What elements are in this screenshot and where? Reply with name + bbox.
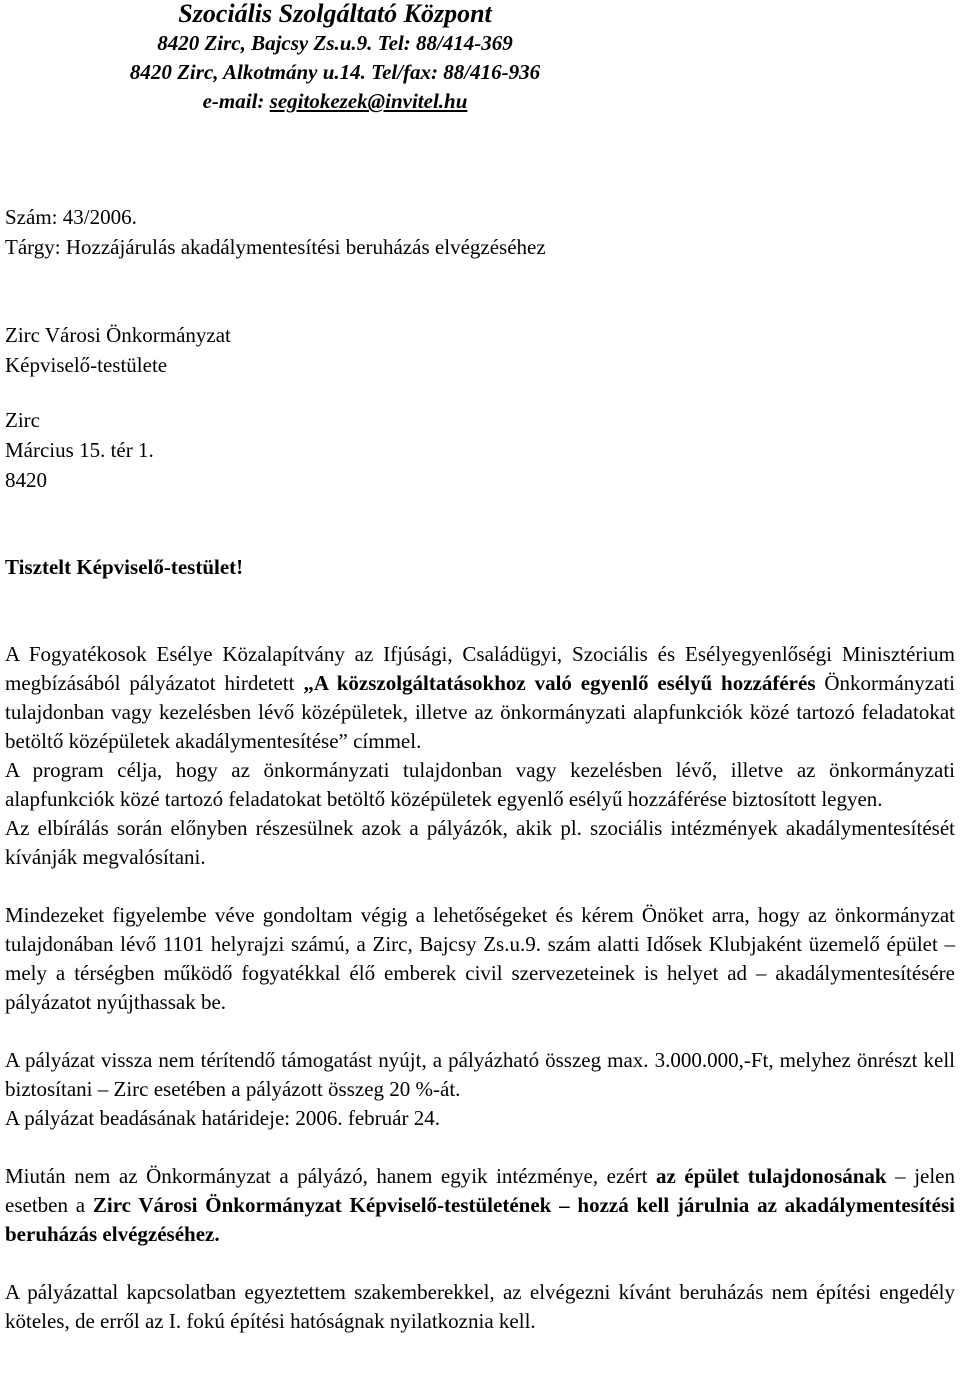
address-postcode: 8420 [5,468,47,492]
document-number: Szám: 43/2006. [5,205,137,229]
paragraph-gap [5,872,955,901]
paragraph-1 [5,640,955,756]
greeting: Tisztelt Képviselő-testület! [5,555,244,579]
paragraph-gap [5,1017,955,1046]
letterhead [5,0,665,116]
paragraph-7-text: Miután nem az Önkormányzat a pályázó, hanem egyik intézménye, ezért [5,1164,656,1188]
email-label: e-mail: [202,89,270,113]
email-line [5,87,665,116]
paragraph-8: A pályázattal kapcsolatban egyeztettem szakemberekkel, az elvégezni kívánt beruházás nem építési engedély köteles, de erről az I. fokú építési hatóságnak nyilatkoznia kell. [5,1280,955,1333]
paragraph-3: Az elbírálás során előnyben részesülnek azok a pályázók, akik pl. szociális intézmények akadálymentesítését kívánják megvalósítani. [5,816,955,869]
paragraph-1-text: A Fogyatékosok Esélye Közalapítvány az Ifjúsági, Családügyi, Szociális és Esélyegyenlőségi Minisztérium megbízásából pályázatot hirdetett [5,642,955,695]
address-street: Március 15. tér 1. [5,438,154,462]
document-meta [5,202,546,262]
paragraph-7-mid: – jelen esetben a [5,1164,956,1217]
organization-name: Szociális Szolgáltató Központ [178,0,492,28]
paragraph-1-bold: „A közszolgáltatásokhoz való egyenlő esélyű hozzáférés [303,671,816,695]
paragraph-5: A pályázat vissza nem térítendő támogatást nyújt, a pályázható összeg max. 3.000.000,-Ft, melyhez önrészt kell biztosítani – Zirc esetében a pályázott összeg 20 %-át. [5,1048,955,1101]
document-page [5,0,956,1333]
paragraph-4: Mindezeket figyelembe véve gondoltam végig a lehetőségeket és kérem Önöket arra, hogy az önkormányzat tulajdonában lévő 1101 helyrajzi számú, a Zirc, Bajcsy Zs.u.9. szám alatti Idősek Klubjaként üzemelő épület – mely a térségben működő fogyatékkal élő emberek civil szervezeteinek is helyet ad – akadálymentesítésére pályázatot nyújthassak be. [5,903,955,1014]
paragraph-2: A program célja, hogy az önkormányzati tulajdonban vagy kezelésben lévő, illetve az önkormányzati alapfunkciók közé tartozó feladatokat betöltő középületek egyenlő esélyű hozzáférése biztosított legyen. [5,758,955,811]
recipient-line-1: Zirc Városi Önkormányzat [5,323,231,347]
email-link[interactable]: segitokezek@invitel.hu [269,89,468,113]
paragraph-7-bold-2: Zirc Városi Önkormányzat Képviselő-testületének – hozzá kell járulnia az akadálymentesítési beruházás elvégzéséhez. [5,1193,955,1246]
recipient [5,320,231,380]
address-line-1: 8420 Zirc, Bajcsy Zs.u.9. Tel: 88/414-369 [157,31,513,55]
paragraph-7-bold-1: az épület tulajdonosának [655,1164,887,1188]
paragraph-6: A pályázat beadásának határideje: 2006. február 24. [5,1106,440,1130]
paragraph-7 [5,1162,955,1249]
paragraph-gap [5,1133,955,1162]
address-line-2: 8420 Zirc, Alkotmány u.14. Tel/fax: 88/416-936 [129,60,541,84]
letter-body [5,640,955,1336]
document-subject: Tárgy: Hozzájárulás akadálymentesítési beruházás elvégzéséhez [5,235,546,259]
paragraph-1-end: Önkormányzati tulajdonban vagy kezelésben lévő középületek, illetve az önkormányzati alapfunkciók közé tartozó feladatokat betöltő középületek akadálymentesítése” címmel. [5,671,955,753]
recipient-line-2: Képviselő-testülete [5,353,168,377]
recipient-address [5,405,154,495]
address-city: Zirc [5,408,40,432]
paragraph-gap [5,1249,955,1278]
